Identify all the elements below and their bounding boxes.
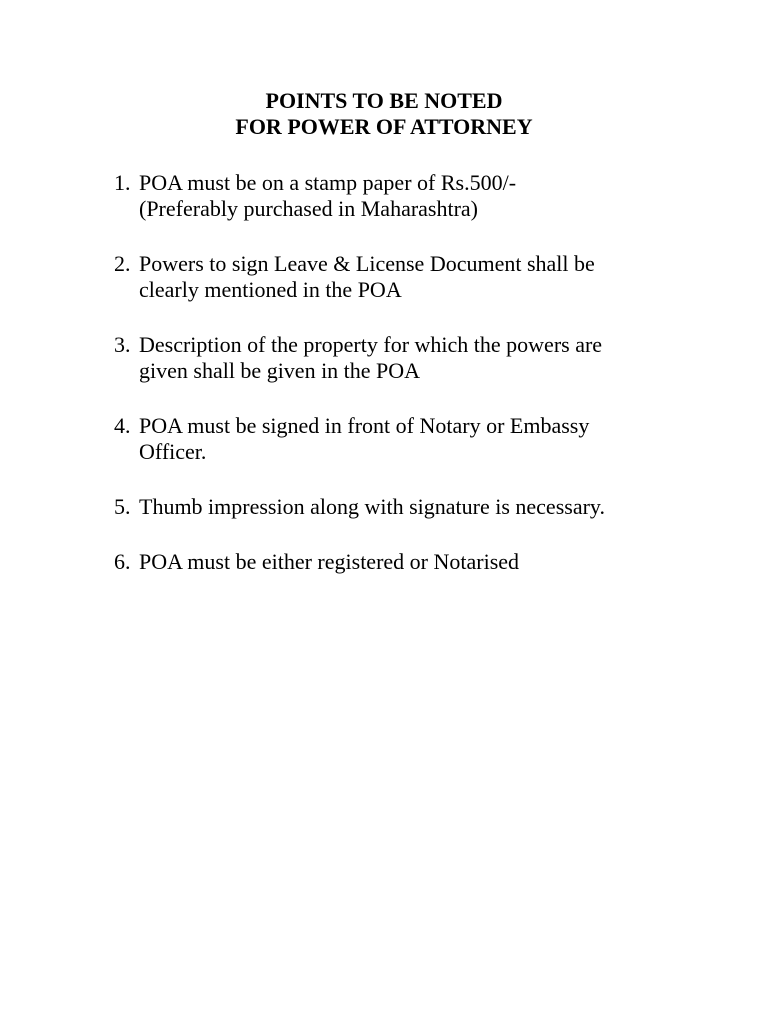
list-item-3	[114, 332, 734, 384]
title-line-2: FOR POWER OF ATTORNEY	[235, 114, 533, 139]
item-number: 1.	[114, 170, 131, 195]
list-item-1	[114, 170, 734, 222]
list-item-5	[114, 494, 734, 520]
list-item-4	[114, 413, 734, 465]
title-line-1: POINTS TO BE NOTED	[265, 88, 503, 113]
item-number: 4.	[114, 413, 131, 438]
item-text-line-2: Officer.	[139, 439, 207, 464]
item-number: 6.	[114, 549, 131, 574]
item-text-line-1: POA must be either registered or Notarised	[139, 549, 520, 574]
item-text-line-2: clearly mentioned in the POA	[139, 277, 402, 302]
points-list	[114, 170, 734, 604]
item-text-line-1: POA must be signed in front of Notary or Embassy	[139, 413, 590, 438]
list-item-2	[114, 251, 734, 303]
item-text-line-2: (Preferably purchased in Maharashtra)	[139, 196, 479, 221]
document-title	[0, 88, 768, 140]
item-number: 3.	[114, 332, 131, 357]
item-text-line-2: given shall be given in the POA	[139, 358, 421, 383]
item-text-line-1: Powers to sign Leave & License Document shall be	[139, 251, 595, 276]
item-number: 2.	[114, 251, 131, 276]
item-number: 5.	[114, 494, 131, 519]
item-text-line-1: Description of the property for which the powers are	[139, 332, 603, 357]
item-text-line-1: POA must be on a stamp paper of Rs.500/-	[139, 170, 517, 195]
list-item-6	[114, 549, 734, 575]
item-text-line-1: Thumb impression along with signature is necessary.	[139, 494, 605, 519]
